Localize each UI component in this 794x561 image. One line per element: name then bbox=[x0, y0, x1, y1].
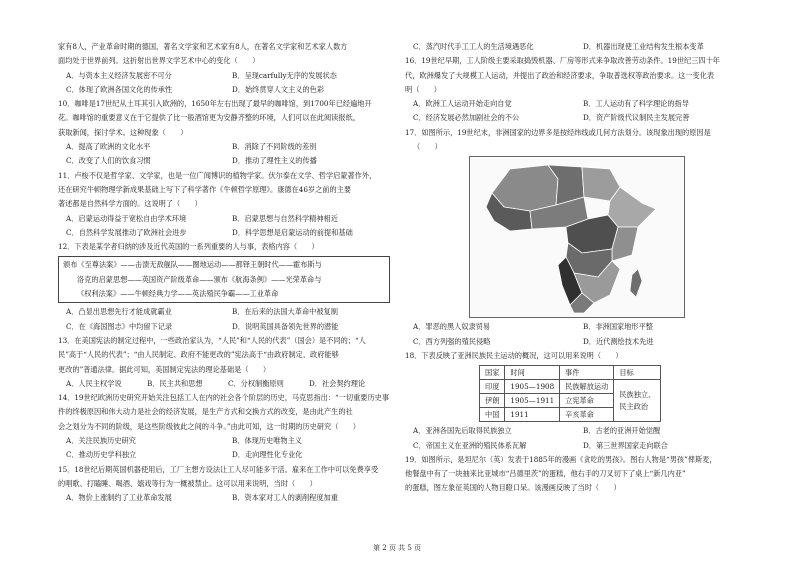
q18-cell-time: 1911 bbox=[505, 408, 560, 422]
q14-option-d[interactable]: D．走向理性化专业化 bbox=[232, 450, 303, 460]
q9-option-c[interactable]: C．体现了欧洲各国文化的传承性 bbox=[66, 84, 173, 94]
q13-option-d[interactable]: D．社会契约理论 bbox=[309, 378, 366, 388]
q15-option-c[interactable]: C．蒸汽时代手工工人的生活境遇恶化 bbox=[413, 42, 534, 51]
q18-th-country: 国家 bbox=[480, 366, 505, 380]
q18-cell-goal bbox=[614, 380, 661, 422]
q15-stem-line1: 15．18世纪后期英国机器使用后，工厂主想方设法让工人尽可能多干活。雇来在工作中可以免费享受 bbox=[58, 464, 379, 474]
q18-th-event: 事件 bbox=[560, 366, 614, 380]
q9-option-a[interactable]: A．与资本主义经济发展密不可分 bbox=[66, 70, 172, 80]
q9-option-d[interactable]: D．始终贯穿人文主义的色彩 bbox=[232, 84, 325, 94]
q16-option-d[interactable]: D．资产阶级代议制民主发展完善 bbox=[583, 113, 690, 123]
q10-option-d[interactable]: D．推动了理性主义的传播 bbox=[232, 156, 317, 166]
q14-options bbox=[58, 434, 390, 463]
q13-option-b[interactable]: B．民主共和思想 bbox=[147, 378, 203, 388]
q15-option-a[interactable]: A．物价上涨制约了工业革命发展 bbox=[66, 493, 172, 503]
q18-cell-country: 印度 bbox=[480, 380, 505, 394]
q9-stem-line1: 家有8人，产业革命时期的德国，著名文学家和艺术家有8人，在著名文学家和艺术家人数方 bbox=[58, 42, 348, 51]
q19-stem-line1: 19．如图所示，是坦尼尔（英）发表于1885年的漫画《贪吃的男孩》。图右人物是“男孩”俾斯麦， bbox=[405, 454, 717, 464]
q10-stem-line3: 获取新闻，探讨学术。这种现象（ ） bbox=[58, 127, 188, 137]
q12-box-line2: 洛克的启蒙思想——英国资产阶级革命——颁布《航海条例》——光荣革命与 bbox=[77, 274, 322, 284]
q10-option-c[interactable]: C．改变了人们的饮食习惯 bbox=[66, 156, 151, 166]
q17-options bbox=[405, 320, 745, 349]
q9-stem-line2: 面均处于世界前列。这折射出世界文学艺术中心的变化（ ） bbox=[58, 56, 260, 66]
q9-options bbox=[58, 69, 390, 98]
q15-stem-line2: 的唱歌、打瞌睡、喝酒、嬉戏等行为一概被禁止。这可以用来说明，当时（ ） bbox=[58, 478, 317, 488]
q12-option-d[interactable]: D．说明英国具备领先世界的潜能 bbox=[232, 321, 339, 331]
q16-stem-line1: 16．19世纪早期，工人阶级主要采取捣毁机器、厂房等形式来争取改善劳动条件。19世纪三四十年 bbox=[405, 56, 720, 66]
q15-option-d[interactable]: D．机器出现使工业结构发生根本变革 bbox=[583, 42, 704, 51]
q18-cell-event: 民族解放运动 bbox=[560, 380, 614, 394]
q16-option-c[interactable]: C．经济发展必然加剧社会的不公 bbox=[413, 113, 520, 123]
q18-table bbox=[479, 365, 661, 422]
q12-stem: 12．下表是某学者归纳的涉及近代英国的一系列重要的人与事，表格内容（ ） bbox=[58, 242, 319, 252]
q18-option-b[interactable]: B．古老的亚洲开始觉醒 bbox=[583, 426, 661, 436]
q18-cell-country: 中国 bbox=[480, 408, 505, 422]
q14-stem-line1: 14．19世纪欧洲历史研究开始关注包括工人在内的社会各个阶层的历史，马克思指出：“一切重要历史事 bbox=[58, 393, 390, 403]
q10-option-b[interactable]: B．消除了不同阶级的差别 bbox=[232, 142, 317, 152]
q12-event-box bbox=[58, 256, 390, 303]
q18-goal-line2: 民主政治 bbox=[619, 401, 649, 411]
q18-option-d[interactable]: D．第三世界国家走向联合 bbox=[583, 440, 668, 450]
q17-option-a[interactable]: A．罪恶的黑人奴隶贸易 bbox=[413, 322, 491, 332]
q12-options bbox=[58, 305, 390, 334]
q17-stem-line2: （ ） bbox=[413, 142, 442, 152]
q18-option-c[interactable]: C．帝国主义在亚洲的殖民体系瓦解 bbox=[413, 440, 527, 450]
q10-stem-line1: 10．咖啡是17世纪从土耳其引入欧洲的，1650年左右出现了最早的咖啡馆，到1700年已经遍地开 bbox=[58, 99, 372, 109]
page-footer: 第 2 页 共 5 页 bbox=[372, 544, 422, 552]
q11-stem-line3: 著述都是自然科学方面的。这说明了（ ） bbox=[58, 199, 202, 209]
q13-option-a[interactable]: A．人民主权学说 bbox=[66, 378, 122, 388]
q16-stem-line3: 明（ ） bbox=[405, 84, 441, 94]
q17-option-d[interactable]: D．近代测绘技术先进 bbox=[583, 336, 654, 346]
q12-option-c[interactable]: C．在《海国图志》中均留下记录 bbox=[66, 321, 173, 331]
q16-stem-line2: 代，欧洲爆发了大规模工人运动，并提出了政治和经济要求，争取普选权等政治要求。这一变化表 bbox=[405, 70, 715, 80]
q14-stem-line3: 会之划分为不同的阶级，是这些阶级彼此之间的斗争。”由此可知，这一时期的历史研究（ ） bbox=[58, 421, 360, 431]
q11-option-a[interactable]: A．启蒙运动得益于宽松自由学术环境 bbox=[66, 213, 187, 223]
q18-stem: 18．下表反映了亚洲民族民主运动的概况，这可以用来说明（ ） bbox=[405, 350, 623, 360]
q14-option-b[interactable]: B．体现历史唯物主义 bbox=[232, 436, 302, 446]
q11-stem-line2: 还在研究牛顿物理学新成果基础上写下了科学著作《牛顿哲学原理》。康德在46岁之前的主要 bbox=[58, 184, 352, 194]
q14-option-a[interactable]: A．关注民族历史研究 bbox=[66, 436, 136, 446]
right-column bbox=[405, 40, 745, 496]
q13-options bbox=[58, 377, 390, 391]
q13-stem-line2: 民”高于“人民的代表”；“由人民制定、政府不能更改的”宪法高于“由政府制定、政府能够 bbox=[58, 350, 339, 360]
africa-map-figure bbox=[469, 156, 685, 318]
q18-cell-event: 辛亥革命 bbox=[560, 408, 614, 422]
q16-options bbox=[405, 97, 745, 126]
q18-th-goal: 目标 bbox=[614, 366, 661, 380]
q12-option-b[interactable]: B．在后来的法国大革命中被复制 bbox=[232, 307, 338, 317]
q11-option-c[interactable]: C．自然科学发展推动了欧洲社会进步 bbox=[66, 227, 187, 237]
left-column bbox=[58, 40, 390, 506]
map-island-madagascar bbox=[630, 269, 642, 297]
q15-option-b[interactable]: B．资本家对工人的剥削程度加重 bbox=[232, 493, 338, 503]
q13-stem-line1: 13．在美国宪法的制定过程中，一些政治家认为，“人民”和“人民的代表”（国会）是不同的；“人 bbox=[58, 335, 366, 345]
q11-option-b[interactable]: B．启蒙思想与自然科学精神相近 bbox=[232, 213, 338, 223]
q11-options bbox=[58, 212, 390, 241]
q11-option-d[interactable]: D．科学思想是启蒙运动的前提和基础 bbox=[232, 227, 353, 237]
table-row bbox=[480, 380, 661, 394]
q12-box-line1: 颁布《至尊法案》——击溃无敌舰队——圈地运动——都铎王朝时代——霍布斯与 bbox=[63, 260, 322, 270]
q10-options bbox=[58, 140, 390, 169]
q18-cell-event: 立宪革命 bbox=[560, 394, 614, 408]
q15-options-cd bbox=[405, 40, 745, 54]
q18-cell-time: 1905—1908 bbox=[505, 380, 560, 394]
q12-box-line3: 《权利法案》——牛顿经典力学——英法殖民争霸——工业革命 bbox=[77, 289, 279, 299]
q17-stem-line1: 17．如图所示，19世纪末，非洲国家的边界多是按经纬线或几何方法划分。该现象出现的原因是 bbox=[405, 127, 711, 137]
q17-option-c[interactable]: C．西方列强的殖民侵略 bbox=[413, 336, 491, 346]
q18-goal-line1: 民族独立、 bbox=[619, 389, 656, 399]
q18-cell-country: 伊朗 bbox=[480, 394, 505, 408]
q18-table-header bbox=[480, 366, 661, 380]
africa-map-svg bbox=[470, 157, 684, 317]
q10-stem-line2: 花。咖啡馆的重要意义在于它提供了比一般酒馆更为安静齐整的环境，人们可以在此阅读报纸， bbox=[58, 113, 360, 123]
q13-stem-line3: 更改的”普通法律。据此可知，美国制定宪法的理论基础是（ ） bbox=[58, 364, 271, 374]
q14-option-c[interactable]: C．推动历史学科独立 bbox=[66, 450, 137, 460]
q10-option-a[interactable]: A．提高了欧洲的文化水平 bbox=[66, 142, 151, 152]
q15-options-ab bbox=[58, 491, 390, 505]
q16-option-a[interactable]: A．欧洲工人运动开始走向自觉 bbox=[413, 99, 512, 109]
q18-th-time: 时间 bbox=[505, 366, 560, 380]
q18-options bbox=[405, 424, 745, 453]
q14-stem-line2: 件的终极原因和伟大动力是社会的经济发展，是生产方式和交换方式的改变，是由此产生的社 bbox=[58, 407, 353, 417]
q18-cell-time: 1905—1911 bbox=[505, 394, 560, 408]
q18-option-a[interactable]: A．亚洲各国先后取得民族独立 bbox=[413, 426, 512, 436]
q19-stem-line3: 的蛋糕，图左象征英国的人物目瞪口呆。该漫画反映了当时（ ） bbox=[405, 483, 621, 493]
q19-stem-line2: 他餐盘中有了一块抽来比亚城市“吕德里茨”的蛋糕，他右手的刀叉切下了桌上“新几内亚” bbox=[405, 469, 686, 479]
q13-option-c[interactable]: C．分权制衡原则 bbox=[228, 378, 284, 388]
q17-option-b[interactable]: B．非洲国家地形平整 bbox=[583, 322, 653, 332]
q12-option-a[interactable]: A．凸显出思想先行才能成就霸业 bbox=[66, 307, 172, 317]
q9-option-b[interactable]: B．呈现carfully无序的发展状态 bbox=[232, 70, 337, 80]
q11-stem-line1: 11．卢梭不仅是哲学家、文学家，也是一位广闻博识的植物学家。伏尔泰在文学、哲学启蒙著作外， bbox=[58, 170, 377, 180]
q16-option-b[interactable]: B．工人运动有了科学理论的指导 bbox=[583, 99, 689, 109]
